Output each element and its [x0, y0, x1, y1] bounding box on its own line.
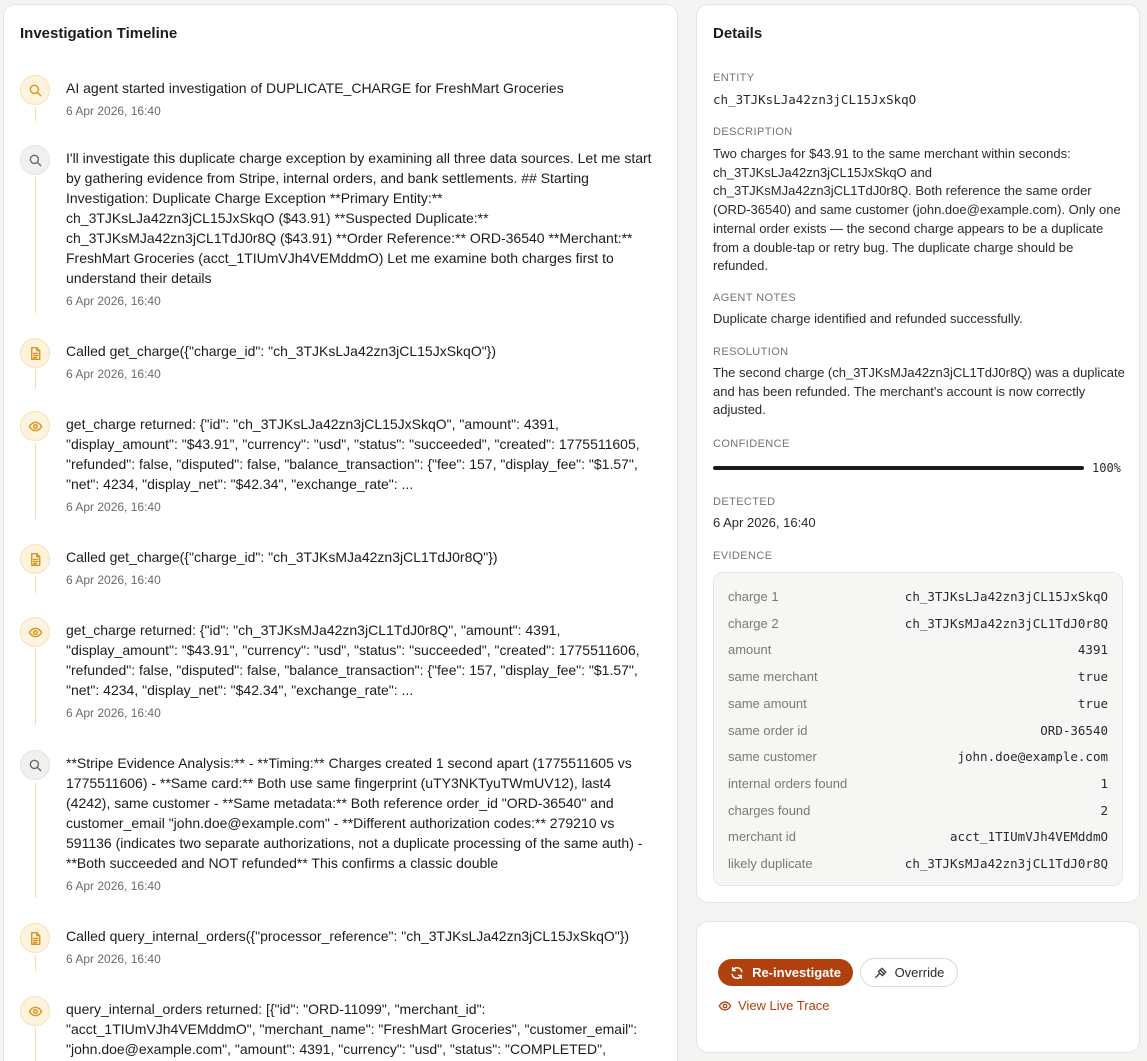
evidence-value: ch_3TJKsMJa42zn3jCL1TdJ0r8Q	[904, 856, 1108, 871]
timeline-message: **Stripe Evidence Analysis:** - **Timing:** Charges created 1 second apart (1775511605 vs 1775511606) - **Same card:** Both use same fingerprint (uTY3NKTyuTWmUV12), last4 (4242), same customer - **Same metadata:** Both reference order_id "ORD-36540" and customer_email "john.doe@example.com" - **Different authorization codes:** 279210 vs 591136 (indicates two separate authorizations, not a duplicate processing of the same auth) - **Both succeeded and NOT refunded** This confirms a classic double	[66, 755, 643, 871]
timeline-message: query_internal_orders returned: [{"id": "ORD-11099", "merchant_id": "acct_1TIUmVJh4VEMddmO", "merchant_name": "FreshMart Groceries", "customer_email": "john.doe@example.com", "amount": 4391, "currency": "usd", "status": "COMPLETED",	[66, 1001, 638, 1057]
confidence-bar	[713, 466, 1084, 470]
evidence-key: charge 1	[728, 589, 779, 604]
description-label: DESCRIPTION	[713, 126, 793, 138]
evidence-row	[728, 721, 1108, 741]
timeline-connector	[35, 955, 36, 971]
refresh-icon	[730, 966, 744, 980]
evidence-row	[728, 827, 1108, 847]
evidence-key: same order id	[728, 722, 808, 738]
timeline-timestamp: 6 Apr 2026, 16:40	[66, 294, 161, 308]
eye-icon	[20, 617, 50, 647]
timeline-connector	[35, 107, 36, 121]
evidence-value: true	[1077, 669, 1108, 685]
timeline-message: get_charge returned: {"id": "ch_3TJKsLJa42zn3jCL15JxSkqO", "amount": 4391, "display_amount": "$43.91", "currency": "usd", "status": "succeeded", "created": 1775511605, "refunded": false, "disputed": false, "balance_transaction": {"fee": 157, "display_fee": "$1.57", "net": 4234, "display_net": "$42.34", "exchange_rate": ...	[66, 416, 640, 492]
search-icon	[20, 75, 50, 105]
search-icon	[20, 145, 50, 175]
evidence-key: same customer	[728, 749, 817, 765]
timeline-timestamp: 6 Apr 2026, 16:40	[66, 706, 161, 720]
evidence-key: merchant id	[728, 829, 796, 845]
evidence-value: acct_1TIUmVJh4VEMddmO	[949, 829, 1108, 845]
resolution-value: The second charge (ch_3TJKsMJa42zn3jCL1TdJ0r8Q) was a duplicate and has been refunded. The merchant's account is now correctly adjusted.	[713, 365, 1125, 418]
details-title: Details	[713, 25, 763, 42]
timeline-message: Called get_charge({"charge_id": "ch_3TJKsMJa42zn3jCL1TdJ0r8Q"})	[66, 549, 498, 565]
description-value: Two charges for $43.91 to the same merchant within seconds: ch_3TJKsLJa42zn3jCL15JxSkqO and ch_3TJKsMJa42zn3jCL1TdJ0r8Q. Both reference the same order (ORD-36540) and same customer (john.doe@example.com). Only one internal order exists — the second charge appears to be a duplicate from a double-tap or retry bug. The duplicate charge should be refunded.	[713, 146, 1121, 274]
confidence-label: CONFIDENCE	[713, 438, 790, 450]
evidence-key: likely duplicate	[728, 856, 813, 871]
evidence-value: ORD-36540	[1040, 722, 1108, 738]
actions-panel	[696, 921, 1140, 1053]
evidence-value: 2	[1100, 802, 1108, 818]
timeline-message: AI agent started investigation of DUPLICATE_CHARGE for FreshMart Groceries	[66, 80, 564, 96]
agent-notes-value: Duplicate charge identified and refunded successfully.	[713, 311, 1023, 326]
timeline-message: Called query_internal_orders({"processor_reference": "ch_3TJKsLJa42zn3jCL15JxSkqO"})	[66, 928, 630, 944]
evidence-key: same merchant	[728, 669, 818, 685]
evidence-value: ch_3TJKsLJa42zn3jCL15JxSkqO	[904, 589, 1108, 604]
agent-notes-label: AGENT NOTES	[713, 292, 797, 304]
eye-icon	[718, 999, 732, 1013]
details-panel	[696, 4, 1140, 903]
investigation-timeline-panel	[3, 4, 678, 1061]
timeline-message: I'll investigate this duplicate charge exception by examining all three data sources. Let me start by gathering evidence from Stripe, internal orders, and bank settlements. ## Starting Investigation: Duplicate Charge Exception **Primary Entity:** ch_3TJKsLJa42zn3jCL15JxSkqO ($43.91) **Suspected Duplicate:** ch_3TJKsMJa42zn3jCL1TdJ0r8Q ($43.91) **Order Reference:** ORD-36540 **Merchant:** FreshMart Groceries (acct_1TIUmVJh4VEMddmO) Let me examine both charges first to understand their details	[66, 150, 652, 286]
document-icon	[20, 338, 50, 368]
timeline-timestamp: 6 Apr 2026, 16:40	[66, 500, 161, 514]
evidence-key: charges found	[728, 802, 811, 818]
evidence-value: john.doe@example.com	[957, 749, 1108, 765]
search-icon	[20, 750, 50, 780]
evidence-row	[728, 854, 1108, 874]
timeline-timestamp: 6 Apr 2026, 16:40	[66, 367, 161, 381]
confidence-value: 100%	[1092, 461, 1121, 475]
timeline-connector	[35, 177, 36, 313]
timeline-connector	[35, 649, 36, 725]
reinvestigate-button[interactable]	[718, 959, 853, 986]
eye-icon	[20, 411, 50, 441]
timeline-message: get_charge returned: {"id": "ch_3TJKsMJa42zn3jCL1TdJ0r8Q", "amount": 4391, "display_amount": "$43.91", "currency": "usd", "status": "succeeded", "created": 1775511606, "refunded": false, "disputed": false, "balance_transaction": {"fee": 157, "display_fee": "$1.57", "net": 4234, "display_net": "$42.34", "exchange_rate": ...	[66, 622, 640, 698]
eye-icon	[20, 996, 50, 1026]
timeline-connector	[35, 370, 36, 389]
timeline-timestamp: 6 Apr 2026, 16:40	[66, 573, 161, 587]
entity-value: ch_3TJKsLJa42zn3jCL15JxSkqO	[713, 92, 917, 107]
view-live-trace-link[interactable]	[718, 998, 830, 1013]
evidence-table	[713, 572, 1123, 886]
document-icon	[20, 544, 50, 574]
evidence-row	[728, 614, 1108, 634]
document-icon	[20, 923, 50, 953]
evidence-row	[728, 694, 1108, 714]
timeline-connector	[35, 1028, 36, 1061]
evidence-row	[728, 801, 1108, 821]
detected-value: 6 Apr 2026, 16:40	[713, 515, 816, 530]
evidence-value: 1	[1100, 775, 1108, 791]
evidence-value: 4391	[1077, 642, 1108, 658]
evidence-key: same amount	[728, 695, 807, 711]
evidence-key: amount	[728, 642, 772, 658]
timeline-connector	[35, 782, 36, 898]
gavel-icon	[874, 966, 888, 980]
evidence-value: true	[1077, 695, 1108, 711]
resolution-label: RESOLUTION	[713, 346, 789, 358]
evidence-row	[728, 747, 1108, 767]
timeline-connector	[35, 443, 36, 519]
evidence-key: charge 2	[728, 615, 779, 631]
evidence-value: ch_3TJKsMJa42zn3jCL1TdJ0r8Q	[904, 615, 1108, 631]
view-live-trace-label: View Live Trace	[738, 998, 830, 1013]
evidence-row	[728, 640, 1108, 660]
reinvestigate-label: Re-investigate	[752, 965, 841, 980]
timeline-timestamp: 6 Apr 2026, 16:40	[66, 879, 161, 893]
override-label: Override	[894, 965, 945, 980]
evidence-row	[728, 774, 1108, 794]
timeline-message: Called get_charge({"charge_id": "ch_3TJKsLJa42zn3jCL15JxSkqO"})	[66, 343, 497, 359]
timeline-connector	[35, 576, 36, 593]
evidence-key: internal orders found	[728, 775, 848, 791]
timeline-timestamp: 6 Apr 2026, 16:40	[66, 104, 161, 118]
evidence-row	[728, 587, 1108, 607]
override-button[interactable]	[860, 958, 958, 987]
evidence-label: EVIDENCE	[713, 550, 773, 562]
timeline-title: Investigation Timeline	[20, 25, 178, 42]
entity-label: ENTITY	[713, 72, 755, 84]
detected-label: DETECTED	[713, 496, 776, 508]
timeline-timestamp: 6 Apr 2026, 16:40	[66, 952, 161, 966]
evidence-row	[728, 667, 1108, 687]
